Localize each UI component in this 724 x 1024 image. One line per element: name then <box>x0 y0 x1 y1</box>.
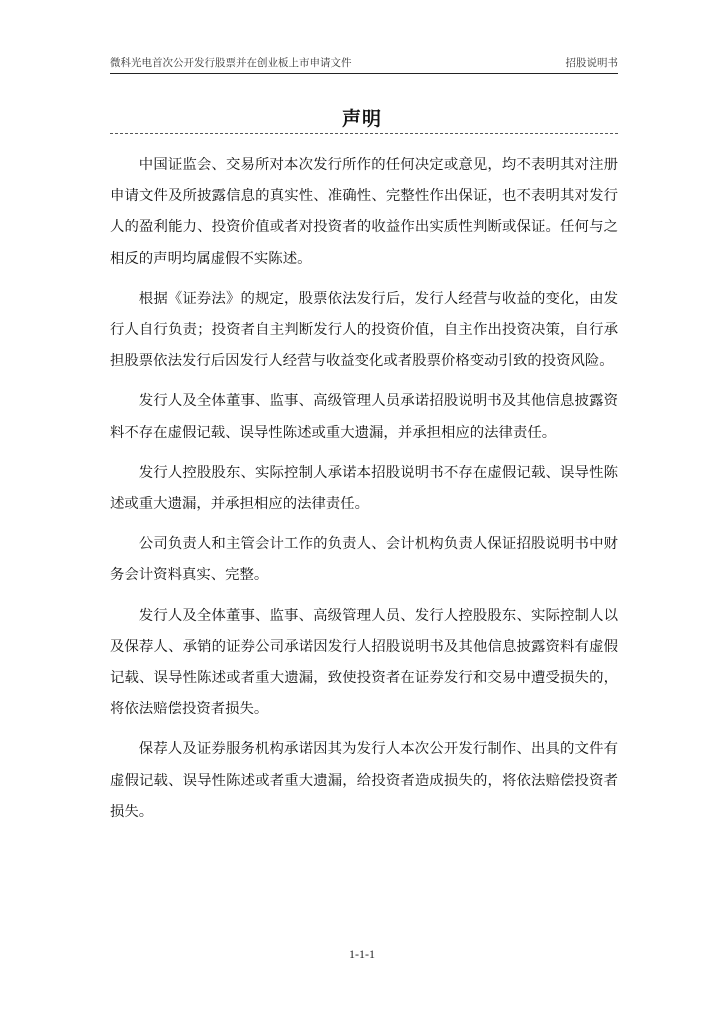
paragraph-7: 保荐人及证券服务机构承诺因其为发行人本次公开发行制作、出具的文件有虚假记载、误导性陈述或者重大遗漏，给投资者造成损失的，将依法赔偿投资者损失。 <box>110 741 618 820</box>
paragraph-4: 发行人控股股东、实际控制人承诺本招股说明书不存在虚假记载、误导性陈述或重大遗漏，并承担相应的法律责任。 <box>110 464 618 513</box>
header-document-name: 微科光电首次公开发行股票并在创业板上市申请文件 <box>110 57 352 69</box>
paragraph-6: 发行人及全体董事、监事、高级管理人员、发行人控股股东、实际控制人以及保荐人、承销的证券公司承诺因发行人招股说明书及其他信息披露资料有虚假记载、误导性陈述或者重大遗漏，致使投资者在证券发行和交易中遭受损失的，将依法赔偿投资者损失。 <box>110 607 618 718</box>
page-number: 1-1-1 <box>349 947 375 961</box>
running-header <box>110 55 618 74</box>
paragraph-1: 中国证监会、交易所对本次发行所作的任何决定或意见，均不表明其对注册申请文件及所披露信息的真实性、准确性、完整性作出保证，也不表明其对发行人的盈利能力、投资价值或者对投资者的收益作出实质性判断或保证。任何与之相反的声明均属虚假不实陈述。 <box>110 157 618 267</box>
paragraph-2: 根据《证券法》的规定，股票依法发行后，发行人经营与收益的变化，由发行人自行负责；投资者自主判断发行人的投资价值，自主作出投资决策，自行承担股票依法发行后因发行人经营与收益变化或者股票价格变动引致的投资风险。 <box>110 290 618 370</box>
declaration-body <box>110 150 618 837</box>
paragraph-3: 发行人及全体董事、监事、高级管理人员承诺招股说明书及其他信息披露资料不存在虚假记载、误导性陈述或重大遗漏，并承担相应的法律责任。 <box>110 393 618 441</box>
title-divider <box>110 133 618 134</box>
page-title: 声明 <box>341 108 382 130</box>
paragraph-5: 公司负责人和主管会计工作的负责人、会计机构负责人保证招股说明书中财务会计资料真实、完整。 <box>110 536 618 584</box>
header-section-name: 招股说明书 <box>565 57 618 69</box>
